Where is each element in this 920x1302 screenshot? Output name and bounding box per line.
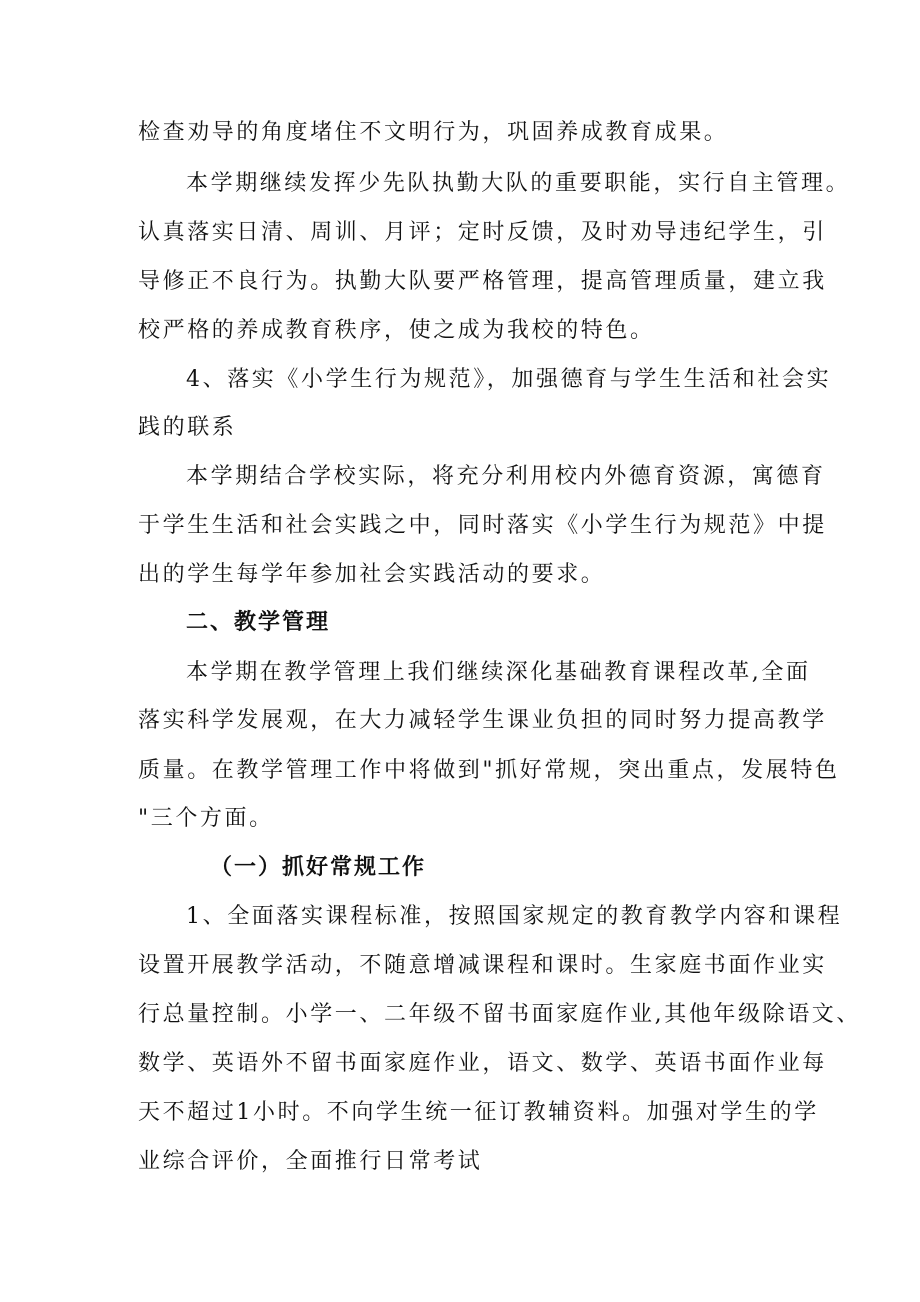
paragraph-line: 出的学生每学年参加社会实践活动的要求。 [138,562,606,587]
paragraph-line: 质量。在教学管理工作中将做到"抓好常规，突出重点，发展特色 [138,758,840,783]
paragraph-line: 落实科学发展观，在大力减轻学生课业负担的同时努力提高教学 [138,708,827,733]
paragraph-line: 校严格的养成教育秩序，使之成为我校的特色。 [138,318,655,343]
paragraph-line: 本学期继续发挥少先队执勤大队的重要职能，实行自主管理。 [186,171,851,196]
paragraph-line: 4、落实《小学生行为规范》，加强德育与学生生活和社会实 [186,367,832,392]
paragraph-line: 本学期在教学管理上我们继续深化基础教育课程改革,全面 [186,660,811,685]
paragraph-line: 行总量控制。小学一、二年级不留书面家庭作业,其他年级除语文、 [138,1002,861,1027]
paragraph-line: 认真落实日清、周训、月评；定时反馈，及时劝导违纪学生，引 [138,220,827,245]
paragraph-line: 1、全面落实课程标准，按照国家规定的教育教学内容和课程 [186,904,843,929]
paragraph-line: 导修正不良行为。执勤大队要严格管理，提高管理质量，建立我 [138,269,827,294]
paragraph-line: 本学期结合学校实际，将充分利用校内外德育资源，寓德育 [186,464,826,489]
paragraph-line: 天不超过1小时。不向学生统一征订教辅资料。加强对学生的学 [138,1100,819,1125]
paragraph-line: "三个方面。 [138,806,274,831]
paragraph-line: 践的联系 [138,415,237,440]
paragraph-line: 于学生生活和社会实践之中，同时落实《小学生行为规范》中提 [138,513,827,538]
paragraph-line: 设置开展教学活动，不随意增减课程和课时。生家庭书面作业实 [138,953,827,978]
subsection-heading: （一）抓好常规工作 [210,855,427,880]
paragraph-line: 检查劝导的角度堵住不文明行为，巩固养成教育成果。 [138,120,729,145]
paragraph-line: 业综合评价，全面推行日常考试 [138,1149,483,1174]
paragraph-line: 数学、英语外不留书面家庭作业，语文、数学、英语书面作业每 [138,1051,827,1076]
section-heading: 二、教学管理 [186,610,331,635]
